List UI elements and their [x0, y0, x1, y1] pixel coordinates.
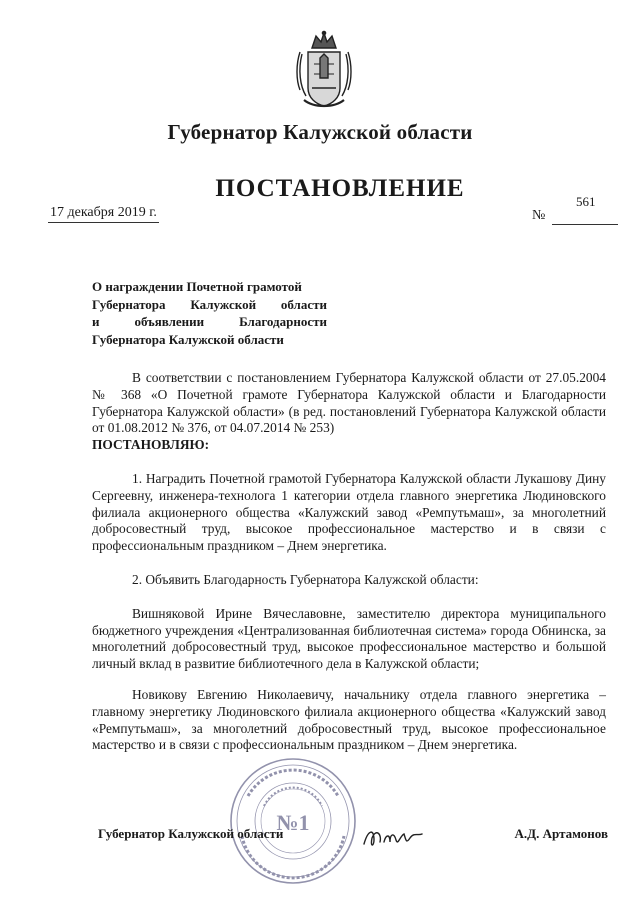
signer-name: А.Д. Артамонов [514, 826, 608, 841]
awardee-1-paragraph: Вишняковой Ирине Вячеславовне, заместителю директора муниципального бюджетного учреждения «Централизованная библиотечная система» города Обнинска, за многолетний добросовестный труд, высокое профессиональное мастерство и большой личный вклад в развитие библиотечного дела в Калужской области; [92, 605, 606, 672]
document-body [92, 370, 606, 754]
document-type: ПОСТАНОВЛЕНИЕ [215, 175, 465, 202]
seal-number: №1 [276, 810, 310, 835]
subject-line: Губернатора Калужской области [92, 331, 284, 347]
document-authority: Губернатор Калужской области [167, 120, 473, 144]
number-sign: № [532, 208, 546, 223]
item-2-paragraph: 2. Объявить Благодарность Губернатора Калужской области: [132, 571, 479, 587]
document-number: 561 [576, 194, 596, 209]
item-1-paragraph: 1. Наградить Почетной грамотой Губернатора Калужской области Лукашову Дину Сергеевну, инженера-технолога 1 категории отдела главного энергетика Людиновского филиала акционерного общества «Калужский завод «Ремпутьмаш», за многолетний добросовестный труд, высокое профессиональное мастерство и в связи с профессиональным праздником – Днем энергетика. [92, 470, 606, 554]
official-round-seal-icon [228, 756, 358, 886]
document-date: 17 декабря 2019 г. [48, 205, 159, 223]
signer-position: Губернатор Калужской области [98, 826, 284, 841]
handwritten-signature-icon [360, 820, 426, 854]
subject-line: О награждении Почетной грамотой [92, 279, 302, 294]
kaluga-coat-of-arms-icon [294, 30, 354, 112]
document-number-block [532, 194, 622, 224]
resolve-heading: ПОСТАНОВЛЯЮ: [92, 437, 210, 453]
subject-line: и объявлении Благодарности [92, 314, 327, 329]
awardee-2-paragraph: Новикову Евгению Николаевичу, начальнику отдела главного энергетика – главному энергетику Людиновского филиала акционерного общества «Калужский завод «Ремпутьмаш», за многолетний добросовестный труд, высокое профессиональное мастерство и в связи с профессиональным праздником – Днем энергетика. [92, 686, 606, 753]
preamble-paragraph: В соответствии с постановлением Губернатора Калужской области от 27.05.2004 № 368 «О Почетной грамоте Губернатора Калужской области и Благодарности Губернатора Калужской области» (в ред. постановлений Губернатора Калужской области от 01.08.2012 № 376, от 04.07.2014 № 253) [92, 370, 606, 436]
document-subject [92, 278, 327, 348]
signature-row [98, 826, 608, 846]
subject-line: Губернатора Калужской области [92, 296, 327, 312]
number-underline [552, 224, 618, 225]
